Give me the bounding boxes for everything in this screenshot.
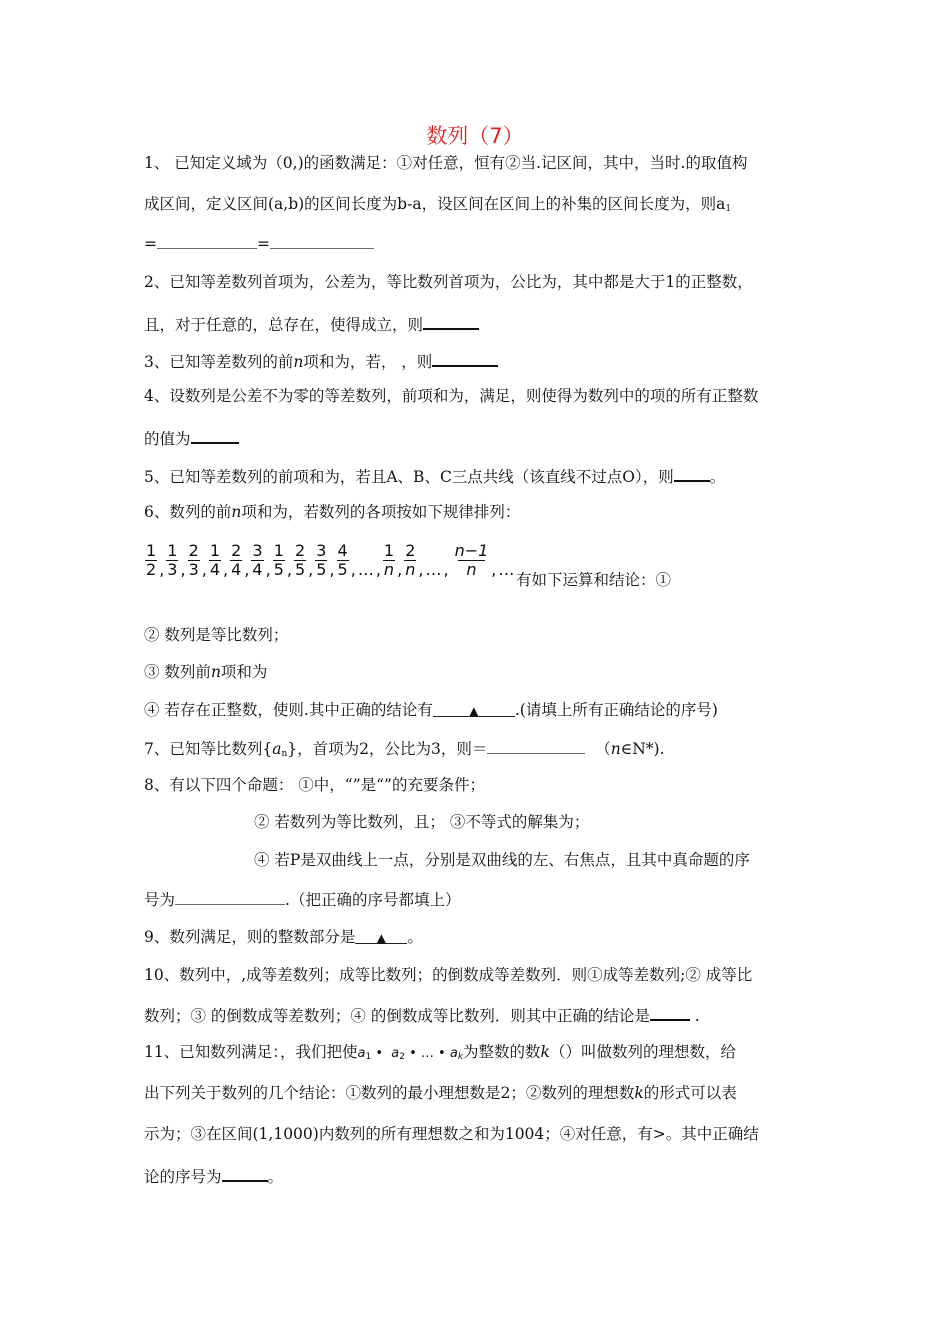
denominator: 3 [167,559,178,579]
q6-var: n [231,503,242,521]
q11-end: 。 [267,1168,284,1186]
numerator: n−1 [454,540,489,560]
denominator: 2 [146,559,157,579]
q11-pre: 11、已知数列满足：，我们把使 [144,1043,358,1061]
c3-var: n [210,663,221,681]
q11-line4 [144,1165,283,1187]
c3-post: 项和为 [220,663,268,681]
q9-end: 。 [407,928,423,946]
q8-line4-pre: 号为 [144,891,176,909]
q7-blank[interactable] [487,738,585,754]
q11-line2 [144,1083,737,1103]
denominator: n [383,559,395,579]
numerator: 4 [337,540,348,560]
q1-line2 [144,194,731,219]
c3-pre: ③ 数列前 [144,663,211,681]
q1-line1: 1、 已知定义域为（0,)的函数满足：①对任意，恒有②当.记区间，其中，当时.的取值构 [144,154,748,172]
fraction-3-5 [315,542,327,579]
numerator: 1 [167,540,178,560]
q11-line2-k: k [634,1084,644,1102]
denominator: 3 [188,559,199,579]
numerator: 3 [252,540,263,560]
q11-line3: 示为；③在区间(1,1000)内数列的所有理想数之和为1004；④对任意，有>。其中正确结 [144,1125,759,1143]
denominator: 5 [337,559,348,579]
q4-line2 [144,427,239,449]
page-title: 数列（7） [426,124,524,148]
q4-blank[interactable] [191,427,239,444]
q6-conclusion-2: ② 数列是等比数列； [144,626,289,644]
numerator: 2 [188,540,199,560]
fraction-1-4 [209,542,221,579]
ellipsis: … [498,559,515,579]
numerator: 1 [209,540,221,560]
q11-mid: 为整数的数 [463,1043,541,1061]
q1-blank-2[interactable] [270,233,374,249]
q5-text: 5、已知等差数列的前项和为，若且A、B、C三点共线（该直线不过点O），则 [144,468,674,486]
q5-end: 。 [709,468,726,486]
q11-post: （）叫做数列的理想数，给 [549,1043,736,1061]
q7-var: a [272,740,282,758]
denominator: 4 [231,559,242,579]
q7-post: ∈N*). [620,740,665,758]
fraction-1-5 [273,542,285,579]
denominator: n [405,559,416,579]
fraction-4-5 [337,542,349,579]
fraction-1-2 [145,542,157,579]
denominator: 5 [273,559,284,579]
q4-line1: 4、设数列是公差不为零的等差数列，前项和为，满足，则使得为数列中的项的所有正整数 [144,387,759,405]
q7-pre: 7、已知等比数列{ [144,740,273,758]
q9-line [144,927,423,947]
q8-blank[interactable] [175,889,285,905]
q8-line4 [144,889,460,910]
q11-line4-text: 论的序号为 [144,1168,222,1186]
fraction-2-n [404,542,416,579]
q5-blank[interactable] [674,465,710,482]
numerator: 1 [146,540,157,560]
q8-line3: ④ 若P是双曲线上一点，分别是双曲线的左、右焦点，且其中真命题的序 [254,851,750,869]
q10-blank[interactable] [650,1004,690,1021]
q10-line2-text: 数列；③ 的倒数成等差数列；④ 的倒数成等比数列．则其中正确的结论是 [144,1007,650,1025]
q3-blank[interactable] [432,350,498,367]
q1-blank-1[interactable] [157,233,257,249]
numerator: 3 [316,540,327,560]
q3-pre: 3、已知等差数列的前 [144,353,294,371]
q10-line1: 10、数列中，,成等差数列；成等比数列；的倒数成等差数列．则①成等差数列;② 成等比 [144,966,753,984]
q9-answer-blank[interactable]: ▲ [355,928,407,944]
q2-line1: 2、已知等差数列首项为，公差为，等比数列首项为，公比为，其中都是大于1的正整数， [144,273,753,291]
q7-n: n [610,740,621,758]
q8-line4-post: .（把正确的序号都填上） [285,891,461,909]
q1-line3 [144,233,374,254]
fraction-2-4 [230,542,242,579]
q7-line [144,738,665,764]
fraction-2-3 [188,542,200,579]
c4-post: .(请填上所有正确结论的序号) [514,701,718,719]
fraction-1-n [383,542,395,579]
q10-line2 [144,1004,700,1026]
denominator: 4 [252,559,263,579]
fraction-3-4 [251,542,263,579]
denominator: 5 [316,559,327,579]
numerator: 2 [405,540,416,560]
denominator: 4 [209,559,221,579]
fraction-1-3 [166,542,178,579]
q11-line2-pre: 出下列关于数列的几个结论：①数列的最小理想数是2；②数列的理想数 [144,1084,635,1102]
q2-line2 [144,313,479,335]
q2-blank[interactable] [423,313,479,330]
q11-product: $a_1$ • $a_2$ • … • $a_k$ [357,1046,464,1062]
q11-line1 [144,1042,736,1067]
ellipsis: … [425,559,442,579]
q3-line [144,350,498,372]
q6-conclusion-3 [144,662,267,682]
q10-end: . [694,1007,700,1025]
denominator: 5 [294,559,306,579]
denominator: n [458,560,484,579]
q2-line2-text: 且，对于任意的，总存在，使得成立，则 [144,316,424,334]
q6-line1 [144,502,520,522]
q7-mid: }，首项为2，公比为3，则＝ [287,740,488,758]
q7-sub: n [281,749,288,759]
q9-pre: 9、数列满足，则的整数部分是 [144,928,356,946]
q3-post: 项和为，若， ，则 [303,353,433,371]
q1-line2-text: 成区间，定义区间(a,b)的区间长度为b-a，设区间在区间上的补集的区间长度为，则a [144,195,726,213]
q6-conclusion-4 [144,700,718,720]
fraction-n-minus-1-n [454,542,490,579]
q11-blank[interactable] [222,1165,268,1182]
q11-line2-post: 的形式可以表 [643,1084,737,1102]
q1-eq-b: = [257,235,270,253]
q1-eq-a: = [144,235,157,253]
ellipsis: … [357,559,374,579]
q7-paren: （ [595,740,611,758]
q8-line1: 8、有以下四个命题： ①中，“”是“”的充要条件； [144,776,485,794]
q6-post: 项和为，若数列的各项按如下规律排列： [241,503,521,521]
q4-line2-text: 的值为 [144,430,191,448]
q6-tail: 有如下运算和结论：① [516,571,672,589]
q5-line [144,465,725,487]
numerator: 2 [294,540,306,560]
q1-subscript: 1 [725,204,732,214]
fraction-2-5 [294,542,306,579]
q8-line2: ② 若数列为等比数列，且； ③不等式的解集为； [254,813,590,831]
numerator: 1 [383,540,395,560]
q3-var: n [293,353,304,371]
numerator: 1 [273,540,284,560]
numerator: 2 [231,540,242,560]
q6-answer-blank[interactable]: ▲ [433,701,515,717]
q6-pre: 6、数列的前 [144,503,232,521]
q6-fraction-sequence: $\frac{1}{2}$ , $\frac{1}{3}$ , $\frac{2}{3}$ , $\frac{1}{4}$ , $\frac{2}{4}$ , $\frac{3}{4}$ , $\frac{1}{5}$ , $\frac{2}{5}$ , $\frac{3}{5}$ , $\frac{4}{5}$ , … , $\frac{1}{n}$ , $\frac{2}{n}$ , … , $\frac{n-1}{n}$ , … [146,540,515,579]
q11-k: k [540,1043,550,1061]
c4-pre: ④ 若存在正整数，使则.其中正确的结论有 [144,701,433,719]
